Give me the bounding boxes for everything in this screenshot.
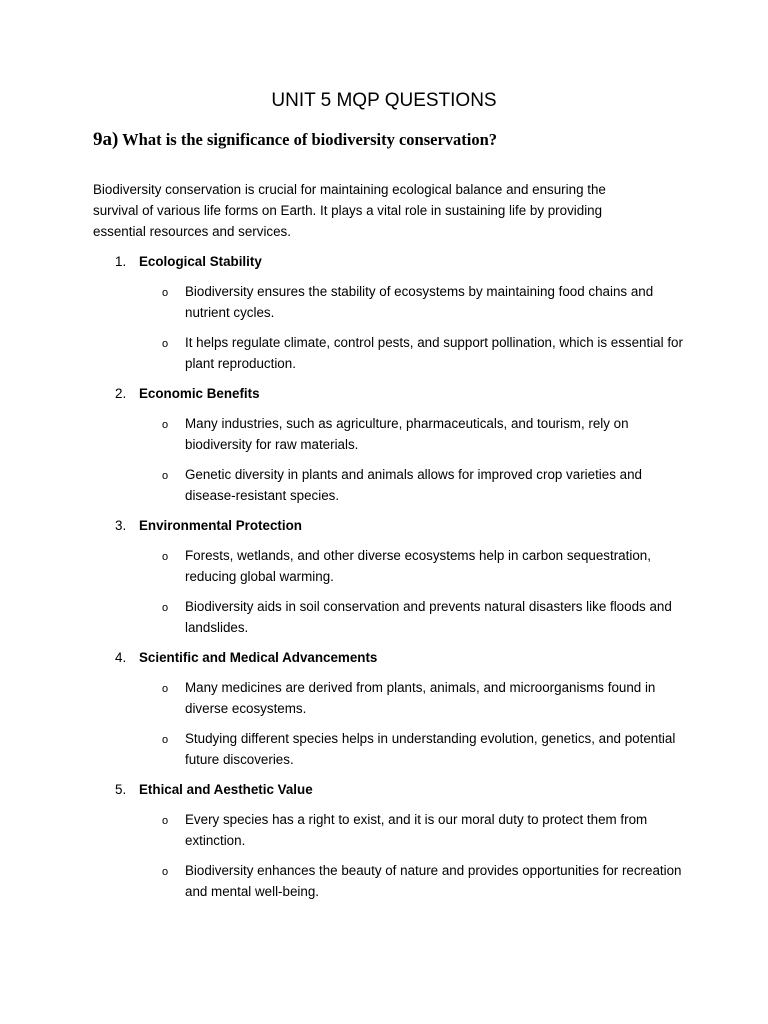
circle-bullet-icon: o [162,683,169,695]
bullet-item [93,861,683,902]
section-title: Economic Benefits [139,386,260,401]
circle-bullet-icon: o [162,419,169,431]
section-heading [93,384,693,404]
bullet-item [93,678,683,719]
bullet-item [93,810,683,851]
bullet-text: It helps regulate climate, control pests, and support pollination, which is essential for plant reproduction. [185,335,683,371]
bullet-text: Forests, wetlands, and other diverse ecosystems help in carbon sequestration, reducing global warming. [185,548,651,584]
circle-bullet-icon: o [162,866,169,878]
bullet-text: Genetic diversity in plants and animals allows for improved crop varieties and disease-resistant species. [185,467,642,503]
bullet-text: Studying different species helps in understanding evolution, genetics, and potential future discoveries. [185,731,676,767]
section-item [93,780,693,902]
bullet-text: Biodiversity ensures the stability of ecosystems by maintaining food chains and nutrient cycles. [185,284,654,320]
section-item [93,648,693,770]
bullet-item [93,729,683,770]
bullet-text: Many medicines are derived from plants, animals, and microorganisms found in diverse ecosystems. [185,680,656,716]
section-item [93,384,693,506]
bullet-text: Biodiversity aids in soil conservation and prevents natural disasters like floods and landslides. [185,599,672,635]
circle-bullet-icon: o [162,602,169,614]
section-heading [93,252,693,272]
section-heading [93,516,693,536]
section-number: 1. [115,254,127,269]
section-title: Scientific and Medical Advancements [139,650,378,665]
section-number: 3. [115,518,127,533]
bullet-item [93,465,683,506]
section-item [93,516,693,638]
section-heading [93,780,693,800]
bullet-item [93,333,683,374]
section-number: 5. [115,782,127,797]
section-title: Environmental Protection [139,518,302,533]
page-title: UNIT 5 MQP QUESTIONS [271,90,497,111]
circle-bullet-icon: o [162,470,169,482]
sections-list [93,252,693,912]
section-title: Ethical and Aesthetic Value [139,782,313,797]
bullet-list [93,404,693,506]
circle-bullet-icon: o [162,815,169,827]
bullet-list [93,800,693,902]
circle-bullet-icon: o [162,338,169,350]
question-heading [93,128,713,152]
circle-bullet-icon: o [162,287,169,299]
bullet-item [93,546,683,587]
intro-paragraph: Biodiversity conservation is crucial for maintaining ecological balance and ensuring the survival of various life forms on Earth. It plays a vital role in sustaining life by providing essential resources and services. [93,182,606,239]
bullet-item [93,414,683,455]
bullet-text: Every species has a right to exist, and it is our moral duty to protect them from extinction. [185,812,648,848]
bullet-list [93,668,693,770]
section-number: 4. [115,650,127,665]
bullet-text: Many industries, such as agriculture, pharmaceuticals, and tourism, rely on biodiversity for raw materials. [185,416,629,452]
bullet-list [93,272,693,374]
question-number: 9a) [93,129,119,150]
circle-bullet-icon: o [162,551,169,563]
bullet-item [93,597,683,638]
question-text: What is the significance of biodiversity conservation? [122,130,498,149]
section-heading [93,648,693,668]
section-number: 2. [115,386,127,401]
section-title: Ecological Stability [139,254,262,269]
bullet-text: Biodiversity enhances the beauty of nature and provides opportunities for recreation and mental well-being. [185,863,682,899]
circle-bullet-icon: o [162,734,169,746]
section-item [93,252,693,374]
bullet-item [93,282,683,323]
bullet-list [93,536,693,638]
